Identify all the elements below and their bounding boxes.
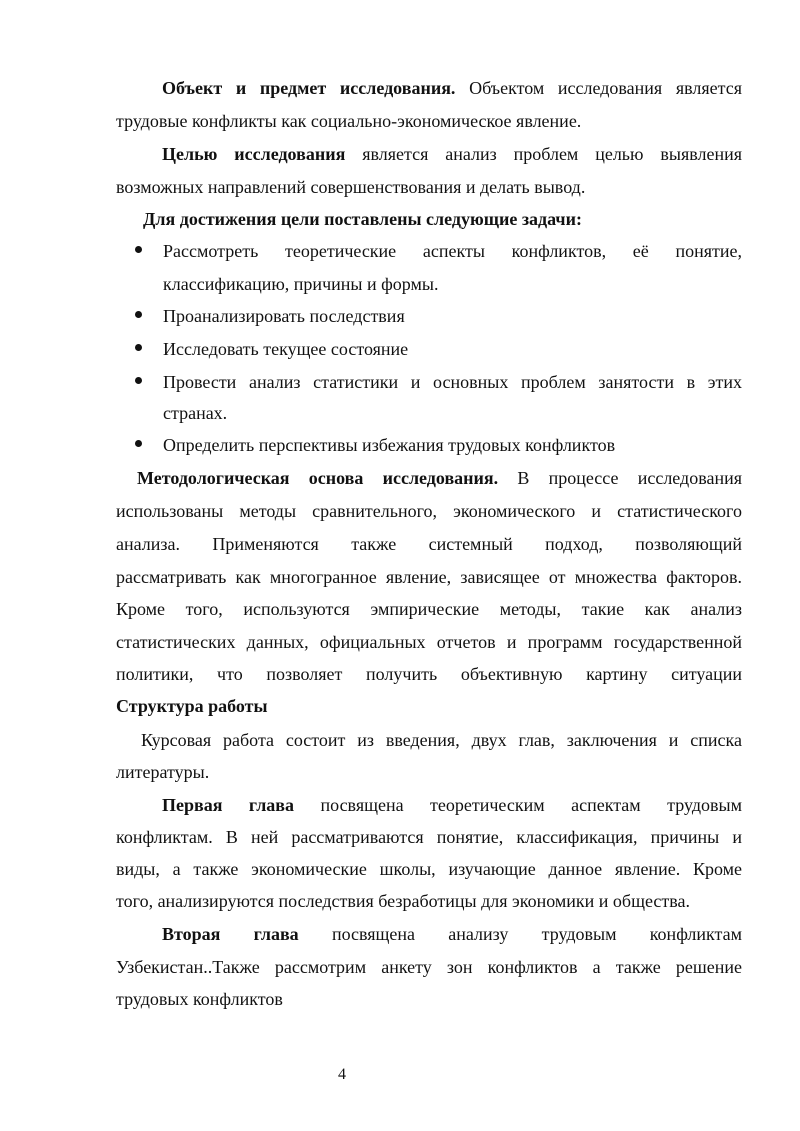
chapter-1-line-3: виды, а также экономические школы, изучающие данное явление. Кроме [116,859,742,879]
bullet-icon [135,246,142,253]
chapter-1-line-4: того, анализируются последствия безработицы для экономики и общества. [116,891,690,911]
bullet-icon [135,311,142,318]
structure-line-1: Курсовая работа состоит из введения, двух глав, заключения и списка [141,730,742,750]
task-item-3: Исследовать текущее состояние [163,339,409,359]
chapter-1-heading: Первая глава [162,795,295,815]
methodology-line-5: Кроме того, используются эмпирические методы, такие как анализ [116,599,742,619]
chapter-2-line-3: трудовых конфликтов [116,989,283,1009]
chapter-1-line [162,794,742,816]
structure-line-2: литературы. [116,762,210,782]
chapter-2-line [162,923,742,945]
methodology-line-7: политики, что позволяет получить объективную картину ситуации [116,664,742,684]
methodology-line-3: анализа. Применяются также системный подход, позволяющий [116,534,742,554]
task-item-4-line-1: Провести анализ статистики и основных проблем занятости в этих [163,372,742,392]
task-item-5: Определить перспективы избежания трудовых конфликтов [163,435,616,455]
page-number: 4 [338,1066,346,1083]
object-subject-text: Объектом исследования является [469,78,742,98]
task-item-2: Проанализировать последствия [163,306,405,326]
goal-text: является анализ проблем целью выявления [362,144,743,164]
chapter-2-heading: Вторая глава [162,924,299,944]
task-item-4-line-2: странах. [163,403,228,423]
methodology-line-4: рассматривать как многогранное явление, зависящее от множества факторов. [116,567,742,587]
object-subject-heading: Объект и предмет исследования. [162,78,456,98]
goal-heading: Целью исследования [162,144,346,164]
chapter-1-line-2: конфликтам. В ней рассматриваются понятие, классификация, причины и [116,827,742,847]
methodology-line-2: использованы методы сравнительного, экономического и статистического [116,501,742,521]
methodology-line-6: статистических данных, официальных отчетов и программ государственной [116,632,742,652]
chapter-1-text: посвящена теоретическим аспектам трудовым [320,795,742,815]
goal-line-2: возможных направлений совершенствования и делать вывод. [116,177,586,197]
task-item-1-line-1: Рассмотреть теоретические аспекты конфликтов, её понятие, [163,241,742,261]
object-subject-line [162,77,742,99]
goal-line [162,143,742,165]
chapter-2-line-2: Узбекистан..Также рассмотрим анкету зон конфликтов а также решение [116,957,742,977]
object-subject-line-2: трудовые конфликты как социально-экономическое явление. [116,111,582,131]
bullet-icon [135,377,142,384]
methodology-text: В процессе исследования [517,468,743,488]
bullet-icon [135,440,142,447]
task-item-1-line-2: классификацию, причины и формы. [163,274,439,294]
methodology-heading: Методологическая основа исследования. [137,468,499,488]
tasks-heading: Для достижения цели поставлены следующие задачи: [143,209,582,229]
structure-heading: Структура работы [116,696,268,716]
chapter-2-text: посвящена анализу трудовым конфликтам [331,924,742,944]
methodology-line [137,467,742,489]
bullet-icon [135,344,142,351]
